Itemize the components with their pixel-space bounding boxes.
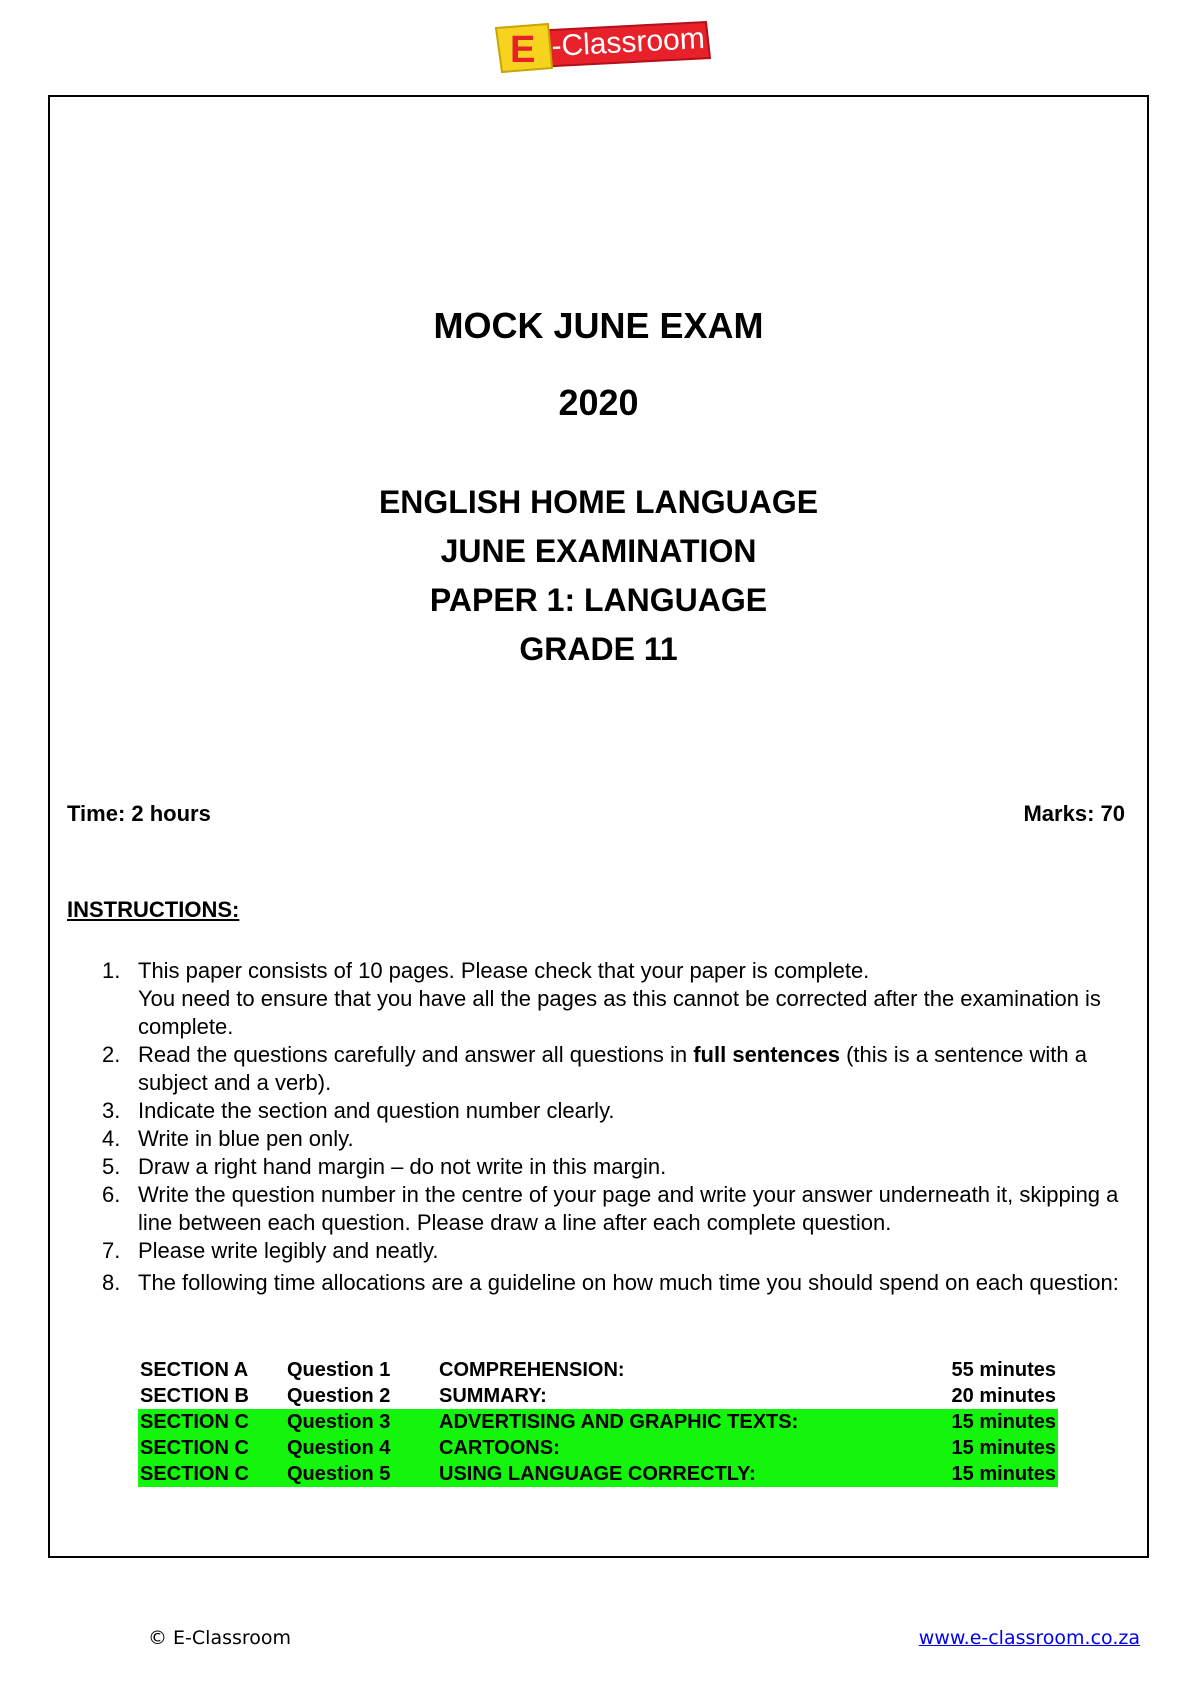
instruction-item: [102, 1181, 1120, 1237]
table-row-highlighted: [138, 1409, 1058, 1435]
instruction-number: 6.: [102, 1182, 121, 1207]
section-cell: SECTION A: [140, 1358, 249, 1381]
logo-letter-e: E: [510, 29, 536, 71]
exam-cover-frame: [48, 95, 1149, 1558]
exam-grade: GRADE 11: [519, 631, 678, 667]
topic-cell: USING LANGUAGE CORRECTLY:: [437, 1461, 915, 1487]
instruction-number: 4.: [102, 1126, 121, 1151]
exam-type: JUNE EXAMINATION: [440, 533, 757, 569]
instruction-number: 3.: [102, 1098, 121, 1123]
question-cell: Question 3: [285, 1409, 437, 1435]
question-cell: Question 1: [287, 1358, 391, 1381]
instructions-heading: INSTRUCTIONS:: [67, 897, 240, 922]
logo-wordmark: -Classroom: [550, 22, 706, 63]
time-cell: 15 minutes: [915, 1435, 1058, 1461]
instruction-text: Draw a right hand margin – do not write in this margin.: [138, 1154, 667, 1179]
instruction-text: Write in blue pen only.: [138, 1126, 354, 1151]
topic-cell: ADVERTISING AND GRAPHIC TEXTS:: [437, 1409, 915, 1435]
instruction-number: 2.: [102, 1042, 121, 1067]
instruction-text: Indicate the section and question number clearly.: [138, 1098, 615, 1123]
section-cell: SECTION C: [138, 1461, 285, 1487]
topic-cell: SUMMARY:: [439, 1384, 547, 1407]
instruction-text: Read the questions carefully and answer all questions in full sentences (this is a sentence with a subject and a verb).: [138, 1042, 1087, 1095]
exam-time: Time: 2 hours: [67, 801, 211, 826]
section-cell: SECTION C: [138, 1409, 285, 1435]
exam-title: MOCK JUNE EXAM: [433, 305, 764, 346]
time-cell: 55 minutes: [951, 1358, 1056, 1381]
instruction-item: [102, 957, 1120, 1041]
exam-marks: Marks: 70: [1023, 801, 1125, 826]
time-cell: 15 minutes: [915, 1409, 1058, 1435]
instruction-emphasis: full sentences: [693, 1042, 840, 1067]
instruction-item: [102, 1153, 1120, 1181]
website-link[interactable]: www.e-classroom.co.za: [918, 1627, 1140, 1649]
copyright-notice: © E-Classroom: [148, 1627, 292, 1649]
instruction-text: Write the question number in the centre of your page and write your answer underneath it, skipping a line between each question. Please draw a line after each complete question.: [138, 1182, 1119, 1235]
instruction-text: The following time allocations are a guideline on how much time you should spend on each question:: [138, 1270, 1119, 1295]
table-row: [138, 1357, 1058, 1383]
instruction-number: 8.: [102, 1270, 121, 1295]
exam-year: 2020: [558, 382, 639, 423]
time-allocation-table: [138, 1357, 1058, 1487]
topic-cell: COMPREHENSION:: [439, 1358, 625, 1381]
e-classroom-logo: [494, 18, 716, 74]
instruction-item: [102, 1237, 1120, 1265]
exam-paper: PAPER 1: LANGUAGE: [429, 582, 768, 618]
instructions-list: [50, 957, 1120, 1297]
instruction-item: [102, 1041, 1120, 1097]
section-cell: SECTION B: [140, 1384, 249, 1407]
instruction-text: You need to ensure that you have all the pages as this cannot be corrected after the examination is complete.: [138, 986, 1101, 1039]
question-cell: Question 4: [285, 1435, 437, 1461]
instruction-text: This paper consists of 10 pages. Please check that your paper is complete.: [138, 958, 870, 983]
question-cell: Question 2: [287, 1384, 391, 1407]
instruction-number: 1.: [102, 958, 121, 983]
section-cell: SECTION C: [138, 1435, 285, 1461]
exam-subject: ENGLISH HOME LANGUAGE: [378, 484, 819, 520]
question-cell: Question 5: [285, 1461, 437, 1487]
table-row-highlighted: [138, 1435, 1058, 1461]
time-cell: 15 minutes: [915, 1461, 1058, 1487]
table-row-highlighted: [138, 1461, 1058, 1487]
instruction-item: [102, 1269, 1120, 1297]
instruction-text: Please write legibly and neatly.: [138, 1238, 439, 1263]
time-cell: 20 minutes: [951, 1384, 1056, 1407]
instruction-item: [102, 1125, 1120, 1153]
instruction-number: 7.: [102, 1238, 121, 1263]
table-row: [138, 1383, 1058, 1409]
instruction-number: 5.: [102, 1154, 121, 1179]
instruction-item: [102, 1097, 1120, 1125]
topic-cell: CARTOONS:: [437, 1435, 915, 1461]
